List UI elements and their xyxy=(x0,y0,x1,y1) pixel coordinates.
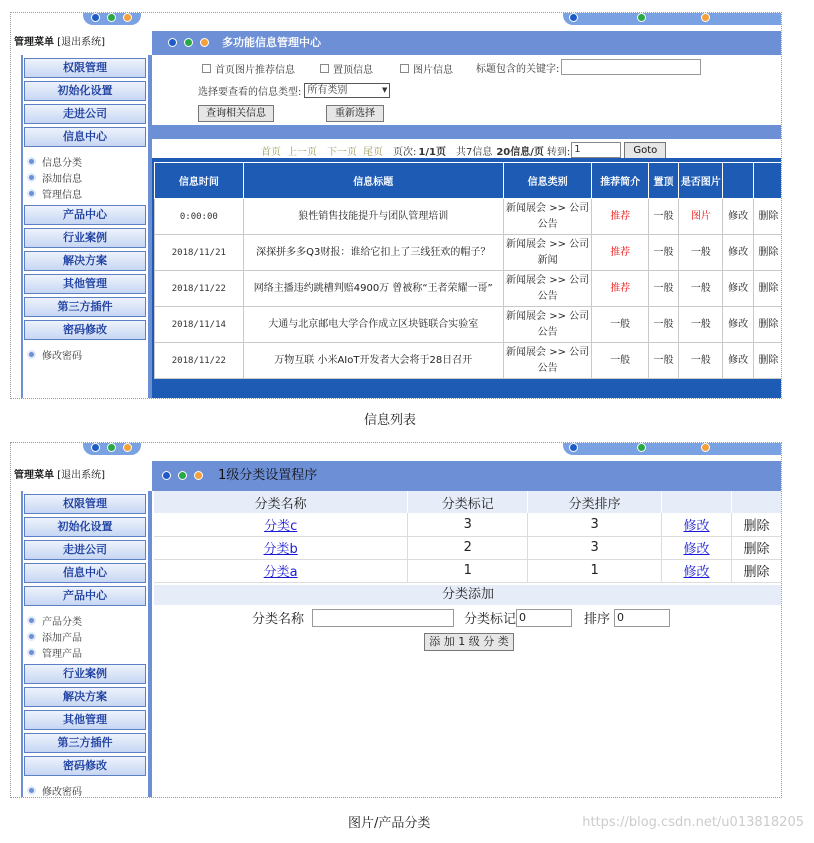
cell-category-mark: 1 xyxy=(408,559,528,582)
product-sub-menu xyxy=(27,612,148,660)
cell-title[interactable]: 万物互联 小米AIoT开发者大会将于28日召开 xyxy=(243,343,503,379)
menu-password[interactable]: 密码修改 xyxy=(24,320,146,340)
edit-link[interactable]: 修改 xyxy=(683,518,710,534)
sub-item-manage-product[interactable] xyxy=(27,644,148,660)
total-count: 共7信息 xyxy=(455,146,493,158)
cell-edit xyxy=(662,513,732,536)
delete-link[interactable]: 删除 xyxy=(732,536,782,559)
blue-dot-icon xyxy=(162,471,171,480)
cell-top[interactable]: 一般 xyxy=(648,307,678,343)
menu-solutions[interactable]: 解决方案 xyxy=(24,251,146,271)
cell-recommend[interactable]: 推荐 xyxy=(592,271,648,307)
cell-time: 2018/11/14 xyxy=(155,307,244,343)
menu-permission[interactable]: 权限管理 xyxy=(24,494,146,514)
img-checkbox[interactable] xyxy=(400,64,409,73)
edit-link[interactable]: 修改 xyxy=(723,343,753,379)
col-category-name: 分类名称 xyxy=(154,491,408,513)
delete-link[interactable]: 删除 xyxy=(753,199,782,235)
add-category-form xyxy=(152,605,781,631)
filter-form xyxy=(152,55,781,125)
type-label: 选择要查看的信息类型: xyxy=(198,87,302,98)
info-table-container xyxy=(152,158,782,399)
delete-link[interactable]: 删除 xyxy=(753,343,782,379)
right-top-bar xyxy=(563,13,781,25)
blue-dot-icon xyxy=(569,13,578,22)
sub-item-label: 修改密码 xyxy=(42,350,82,362)
sub-item-change-password[interactable] xyxy=(27,346,148,362)
add-name-label: 分类名称 xyxy=(252,612,305,627)
query-button[interactable]: 查询相关信息 xyxy=(198,105,274,122)
sidebar-menu xyxy=(23,55,148,398)
sub-item-label: 管理信息 xyxy=(42,189,82,201)
table-row xyxy=(154,513,782,536)
top-label: 置顶信息 xyxy=(333,65,373,76)
top-checkbox[interactable] xyxy=(320,64,329,73)
bullet-icon xyxy=(27,786,36,795)
col-is-image: 是否图片 xyxy=(679,163,723,199)
type-filter xyxy=(198,83,390,98)
add-mark-input[interactable]: 0 xyxy=(516,609,572,627)
orange-dot-icon xyxy=(194,471,203,480)
sidebar-menu xyxy=(23,491,148,797)
cell-category xyxy=(503,271,592,307)
menu-solutions[interactable]: 解决方案 xyxy=(24,687,146,707)
sub-item-label: 添加信息 xyxy=(42,173,82,185)
cell-title[interactable]: 大通与北京邮电大学合作成立区块链联合实验室 xyxy=(243,307,503,343)
col-recommend: 推荐简介 xyxy=(592,163,648,199)
bullet-icon xyxy=(27,157,36,166)
sidebar-column xyxy=(21,55,152,398)
category-name-link[interactable]: 分类c xyxy=(264,518,298,534)
blue-dot-icon xyxy=(91,443,100,452)
green-dot-icon xyxy=(107,443,116,452)
cell-recommend[interactable]: 一般 xyxy=(592,343,648,379)
orange-dot-icon xyxy=(123,13,132,22)
orange-dot-icon xyxy=(701,443,710,452)
bullet-icon xyxy=(27,616,36,625)
cell-category-path: 新闻展会 >> 公司 xyxy=(506,274,590,286)
green-dot-icon xyxy=(637,13,646,22)
menu-init-settings[interactable]: 初始化设置 xyxy=(24,517,146,537)
sub-item-product-category[interactable] xyxy=(27,612,148,628)
category-table xyxy=(154,491,782,583)
cell-category-leaf: 新闻 xyxy=(537,254,558,266)
delete-link[interactable]: 删除 xyxy=(753,271,782,307)
cell-edit xyxy=(662,536,732,559)
bullet-icon xyxy=(27,189,36,198)
menu-product-center[interactable]: 产品中心 xyxy=(24,205,146,225)
left-top-pill xyxy=(83,13,141,25)
menu-password[interactable]: 密码修改 xyxy=(24,756,146,776)
per-page: 20信息/页 xyxy=(496,146,544,158)
page-label: 页次: xyxy=(393,146,417,158)
sub-item-label: 信息分类 xyxy=(42,157,82,169)
goto-page-input[interactable]: 1 xyxy=(571,142,621,158)
watermark: https://blog.csdn.net/u013818205 xyxy=(582,815,804,830)
cell-category-path: 新闻展会 >> 公司 xyxy=(506,310,590,322)
sidebar xyxy=(11,31,152,398)
cell-category-path: 新闻展会 >> 公司 xyxy=(506,238,590,250)
goto-button[interactable]: Goto xyxy=(624,142,666,159)
right-top-bar xyxy=(563,443,781,455)
sub-item-label: 添加产品 xyxy=(42,632,82,644)
col-delete xyxy=(732,491,782,513)
caption-category: 图片/产品分类 xyxy=(348,816,431,831)
cell-top[interactable]: 一般 xyxy=(648,343,678,379)
password-sub-menu xyxy=(27,346,148,362)
col-title: 信息标题 xyxy=(243,163,503,199)
cell-is-image[interactable]: 图片 xyxy=(679,199,723,235)
blue-dot-icon xyxy=(569,443,578,452)
category-name-link[interactable]: 分类a xyxy=(263,565,298,580)
sidebar-column xyxy=(21,491,152,797)
cell-top[interactable]: 一般 xyxy=(648,271,678,307)
info-table xyxy=(154,162,782,379)
cell-title[interactable]: 网络主播违约跳槽判赔4900万 曾被称“王者荣耀一哥” xyxy=(243,271,503,307)
sub-item-label: 管理产品 xyxy=(42,648,82,660)
keyword-filter xyxy=(476,59,701,75)
menu-init-settings[interactable]: 初始化设置 xyxy=(24,81,146,101)
cell-time: 2018/11/22 xyxy=(155,343,244,379)
menu-industry-cases[interactable]: 行业案例 xyxy=(24,664,146,684)
col-category: 信息类别 xyxy=(503,163,592,199)
top-decoration-bar xyxy=(11,443,781,461)
bullet-icon xyxy=(27,632,36,641)
bullet-icon xyxy=(27,350,36,359)
cell-category-name xyxy=(154,536,408,559)
page-title: 1级分类设置程序 xyxy=(218,468,318,483)
category-screenshot xyxy=(10,442,782,798)
last-page-link[interactable]: 尾页 xyxy=(363,146,383,158)
col-category-mark: 分类标记 xyxy=(408,491,528,513)
menu-third-party-plugins[interactable]: 第三方插件 xyxy=(24,297,146,317)
keyword-input[interactable] xyxy=(561,59,701,75)
sidebar-title: 管理菜单 xyxy=(14,470,54,481)
table-row xyxy=(155,343,783,379)
cell-category xyxy=(503,235,592,271)
info-sub-menu xyxy=(27,153,148,201)
cell-category-order: 3 xyxy=(528,536,662,559)
cell-edit xyxy=(662,559,732,582)
bullet-icon xyxy=(27,648,36,657)
page-value: 1/1页 xyxy=(418,146,446,158)
col-edit xyxy=(723,163,753,199)
cell-is-image[interactable]: 一般 xyxy=(679,271,723,307)
sub-item-label: 修改密码 xyxy=(42,786,82,798)
edit-link[interactable]: 修改 xyxy=(723,199,753,235)
cell-category-name xyxy=(154,513,408,536)
cell-is-image[interactable]: 一般 xyxy=(679,307,723,343)
delete-link[interactable]: 删除 xyxy=(753,235,782,271)
sidebar-title: 管理菜单 xyxy=(14,37,54,48)
table-header-row xyxy=(154,491,782,513)
sub-item-change-password[interactable] xyxy=(27,782,148,798)
top-filter[interactable] xyxy=(320,61,373,76)
menu-permission[interactable]: 权限管理 xyxy=(24,58,146,78)
menu-other-management[interactable]: 其他管理 xyxy=(24,710,146,730)
col-edit xyxy=(662,491,732,513)
green-dot-icon xyxy=(184,38,193,47)
cell-category-mark: 2 xyxy=(408,536,528,559)
logout-link[interactable]: [退出系统] xyxy=(57,37,105,48)
left-top-pill xyxy=(83,443,141,455)
separator-bar xyxy=(152,125,781,139)
table-header-row xyxy=(155,163,783,199)
cell-category-leaf: 公告 xyxy=(537,362,558,374)
cell-time: 0:00:00 xyxy=(155,199,244,235)
blue-dot-icon xyxy=(168,38,177,47)
add-category-header: 分类添加 xyxy=(154,585,782,605)
add-mark-label: 分类标记 xyxy=(464,612,517,627)
col-top: 置顶 xyxy=(648,163,678,199)
cell-category xyxy=(503,307,592,343)
page-title-bar xyxy=(152,31,781,55)
sub-item-manage-info[interactable] xyxy=(27,185,148,201)
green-dot-icon xyxy=(178,471,187,480)
table-row xyxy=(155,307,783,343)
cell-category-path: 新闻展会 >> 公司 xyxy=(506,202,590,214)
menu-about-company[interactable]: 走进公司 xyxy=(24,540,146,560)
table-row xyxy=(154,559,782,582)
cell-title[interactable]: 狼性销售技能提升与团队管理培训 xyxy=(243,199,503,235)
category-name-link[interactable]: 分类b xyxy=(263,542,298,557)
menu-info-center[interactable]: 信息中心 xyxy=(24,127,146,147)
cell-category-order: 1 xyxy=(528,559,662,582)
edit-link[interactable]: 修改 xyxy=(683,565,710,580)
green-dot-icon xyxy=(637,443,646,452)
table-row xyxy=(154,536,782,559)
sub-item-add-product[interactable] xyxy=(27,628,148,644)
reset-button[interactable]: 重新选择 xyxy=(326,105,384,122)
cell-category-mark: 3 xyxy=(408,513,528,536)
main-content xyxy=(152,461,781,797)
img-filter[interactable] xyxy=(400,61,453,76)
orange-dot-icon xyxy=(701,13,710,22)
cell-title[interactable]: 深探拼多多Q3财报：谁给它扣上了三线狂欢的帽子？ xyxy=(243,235,503,271)
home-img-checkbox[interactable] xyxy=(202,64,211,73)
table-row xyxy=(155,271,783,307)
menu-info-center[interactable]: 信息中心 xyxy=(24,563,146,583)
col-category-order: 分类排序 xyxy=(528,491,662,513)
cell-recommend[interactable]: 一般 xyxy=(592,307,648,343)
sidebar xyxy=(11,461,152,797)
sub-item-add-info[interactable] xyxy=(27,169,148,185)
add-category-button[interactable]: 添 加 1 级 分 类 xyxy=(424,633,514,651)
cell-is-image[interactable]: 一般 xyxy=(679,343,723,379)
cell-top[interactable]: 一般 xyxy=(648,235,678,271)
page-title: 多功能信息管理中心 xyxy=(222,36,321,49)
filter-actions xyxy=(198,105,384,122)
menu-third-party-plugins[interactable]: 第三方插件 xyxy=(24,733,146,753)
add-name-input[interactable] xyxy=(312,609,454,627)
cell-time: 2018/11/22 xyxy=(155,271,244,307)
img-label: 图片信息 xyxy=(413,65,453,76)
orange-dot-icon xyxy=(200,38,209,47)
logout-link[interactable]: [退出系统] xyxy=(57,470,105,481)
bullet-icon xyxy=(27,173,36,182)
edit-link[interactable]: 修改 xyxy=(723,307,753,343)
menu-about-company[interactable]: 走进公司 xyxy=(24,104,146,124)
cell-category-leaf: 公告 xyxy=(537,290,558,302)
cell-time: 2018/11/21 xyxy=(155,235,244,271)
info-list-screenshot xyxy=(10,12,782,399)
cell-category-leaf: 公告 xyxy=(537,326,558,338)
blue-dot-icon xyxy=(91,13,100,22)
add-order-input[interactable]: 0 xyxy=(614,609,670,627)
menu-other-management[interactable]: 其他管理 xyxy=(24,274,146,294)
cell-is-image[interactable]: 一般 xyxy=(679,235,723,271)
home-img-filter[interactable] xyxy=(202,61,295,76)
edit-link[interactable]: 修改 xyxy=(683,542,710,557)
password-sub-menu xyxy=(27,782,148,798)
col-delete xyxy=(753,163,782,199)
sub-item-info-category[interactable] xyxy=(27,153,148,169)
sidebar-header xyxy=(11,461,152,491)
table-row xyxy=(155,235,783,271)
add-order-label: 排序 xyxy=(584,612,611,627)
delete-link[interactable]: 删除 xyxy=(732,513,782,536)
cell-category xyxy=(503,343,592,379)
type-select[interactable]: 所有类别 ▼ xyxy=(304,83,390,98)
col-time: 信息时间 xyxy=(155,163,244,199)
cell-recommend[interactable]: 推荐 xyxy=(592,199,648,235)
keyword-label: 标题包含的关键字: xyxy=(476,63,560,75)
home-img-label: 首页图片推荐信息 xyxy=(215,65,295,76)
cell-category-order: 3 xyxy=(528,513,662,536)
page-title-bar xyxy=(152,461,781,491)
menu-product-center[interactable]: 产品中心 xyxy=(24,586,146,606)
cell-category xyxy=(503,199,592,235)
table-row xyxy=(155,199,783,235)
sidebar-header xyxy=(11,31,152,55)
cell-recommend[interactable]: 推荐 xyxy=(592,235,648,271)
cell-category-path: 新闻展会 >> 公司 xyxy=(506,346,590,358)
cell-category-leaf: 公告 xyxy=(537,218,558,230)
delete-link[interactable]: 删除 xyxy=(732,559,782,582)
top-decoration-bar xyxy=(11,13,781,31)
menu-industry-cases[interactable]: 行业案例 xyxy=(24,228,146,248)
goto-label: 转到: xyxy=(546,146,571,158)
cell-top[interactable]: 一般 xyxy=(648,199,678,235)
orange-dot-icon xyxy=(123,443,132,452)
first-page-link[interactable]: 首页 xyxy=(261,146,281,158)
sub-item-label: 产品分类 xyxy=(42,616,82,628)
edit-link[interactable]: 修改 xyxy=(723,271,753,307)
delete-link[interactable]: 删除 xyxy=(753,307,782,343)
prev-page-link[interactable]: 上一页 xyxy=(287,146,317,158)
green-dot-icon xyxy=(107,13,116,22)
caption-info-list: 信息列表 xyxy=(364,413,417,428)
edit-link[interactable]: 修改 xyxy=(723,235,753,271)
next-page-link[interactable]: 下一页 xyxy=(327,146,357,158)
cell-category-name xyxy=(154,559,408,582)
